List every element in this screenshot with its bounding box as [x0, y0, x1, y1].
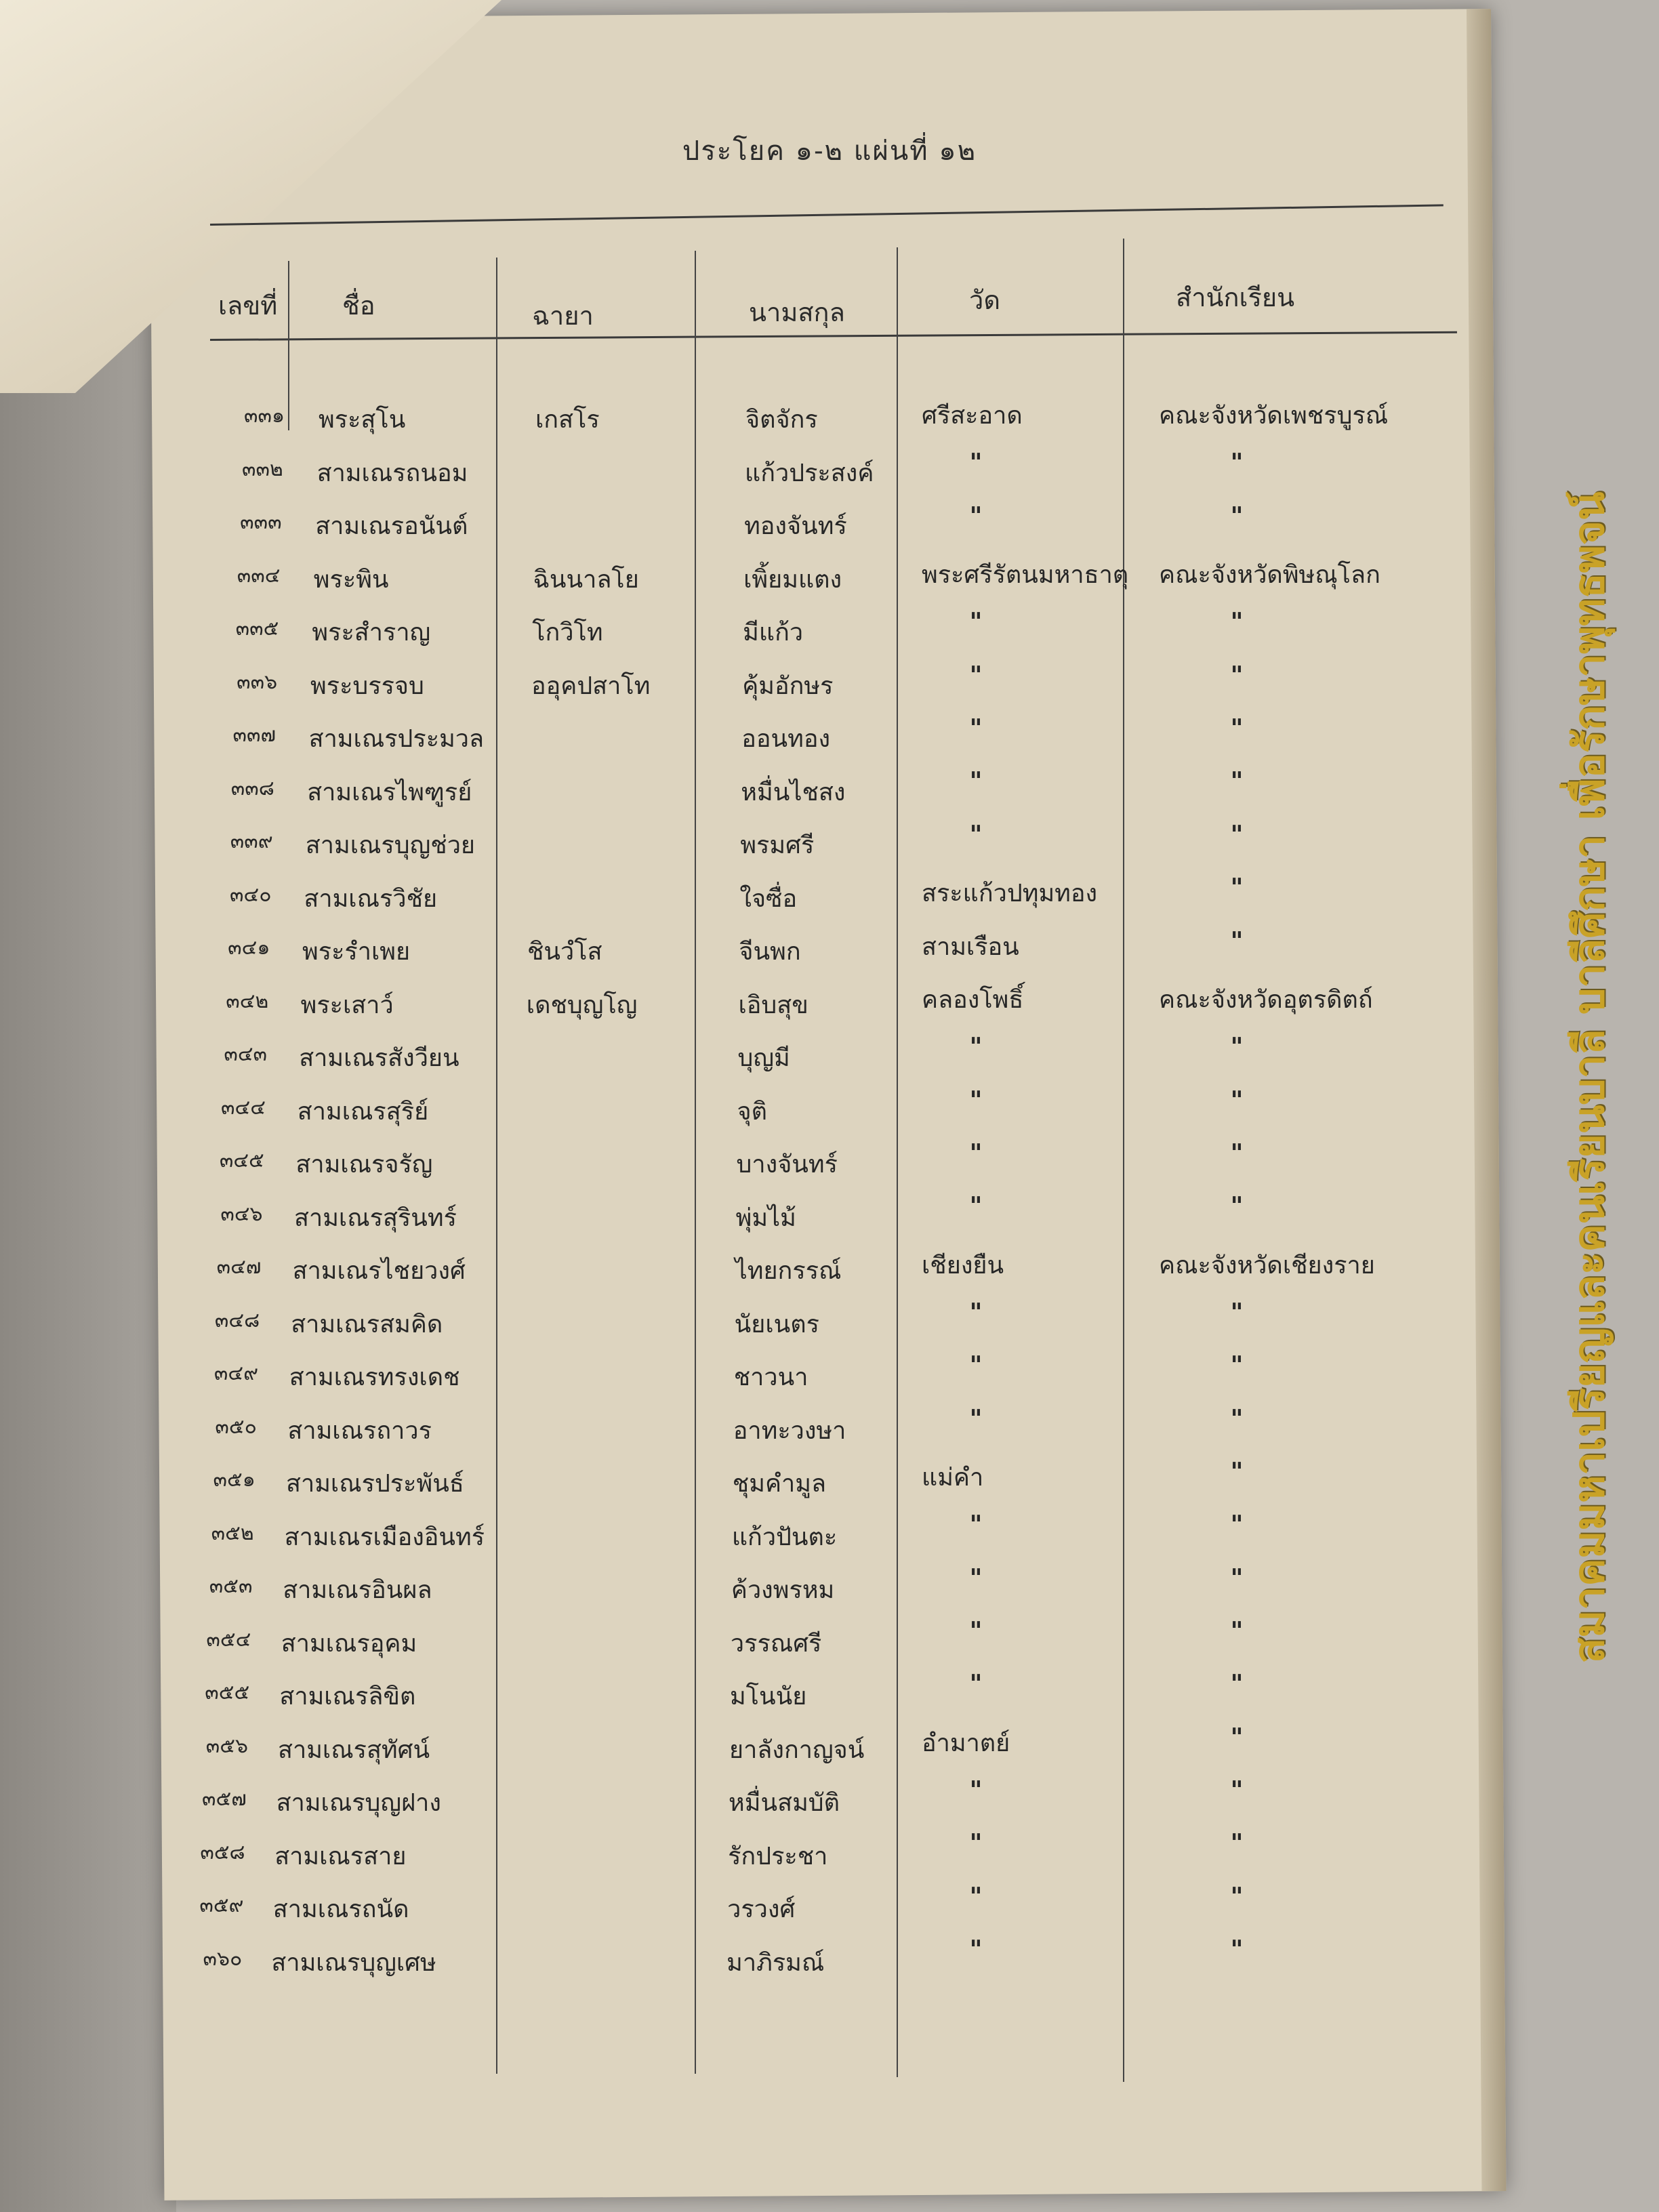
- row-monastic-name: ฉินนาลโย: [533, 565, 639, 594]
- header-school: สำนักเรียน: [1176, 283, 1295, 312]
- row-school: ": [1230, 1139, 1244, 1168]
- row-surname: แก้วปันตะ: [731, 1523, 838, 1551]
- header-name: ชื่อ: [342, 291, 375, 321]
- row-school: ": [1230, 1882, 1244, 1911]
- row-school: ": [1230, 1776, 1244, 1805]
- row-name: สามเณรลิขิต: [279, 1683, 416, 1711]
- row-number: ๓๓๙: [230, 830, 273, 853]
- row-temple: ": [969, 449, 983, 478]
- row-temple: คลองโพธิ์: [922, 985, 1024, 1014]
- row-name: สามเณรบุญเศษ: [271, 1948, 436, 1977]
- row-school: ": [1230, 874, 1244, 903]
- row-number: ๓๓๑: [243, 404, 285, 428]
- row-name: พระเสาว์: [300, 991, 394, 1019]
- row-name: สามเณรอุคม: [281, 1629, 417, 1658]
- row-surname: จิตจักร: [745, 406, 818, 434]
- row-school: ": [1230, 501, 1244, 531]
- header-surname: นามสกุล: [749, 298, 845, 327]
- row-temple: ": [969, 1086, 983, 1115]
- row-number: ๓๕๕: [205, 1681, 250, 1704]
- row-temple: ": [969, 714, 983, 743]
- row-name: สามเณรประมวล: [308, 725, 485, 753]
- row-surname: ออนทอง: [741, 725, 831, 753]
- row-name: สามเณรเมืองอินทร์: [284, 1523, 485, 1551]
- row-number: ๓๕๖: [205, 1734, 248, 1758]
- row-number: ๓๕๔: [206, 1627, 251, 1652]
- row-number: ๓๓๓: [240, 510, 282, 534]
- row-temple: ": [969, 608, 983, 637]
- row-temple: อำมาตย์: [922, 1729, 1010, 1757]
- row-temple: ": [969, 1404, 983, 1433]
- row-surname: ไทยกรรณ์: [735, 1257, 842, 1285]
- row-name: สามเณรถาวร: [287, 1416, 432, 1445]
- row-temple: ": [969, 1511, 983, 1540]
- row-number: ๓๔๑: [228, 936, 270, 960]
- row-school: ": [1230, 1723, 1244, 1752]
- row-school: ": [1230, 1404, 1244, 1433]
- row-temple: ": [969, 1192, 983, 1221]
- row-name: สามเณรอินผล: [283, 1576, 432, 1604]
- row-surname: ทองจันทร์: [744, 512, 847, 540]
- row-temple: ศรีสะอาด: [922, 402, 1023, 430]
- row-temple: ": [969, 1829, 983, 1858]
- row-surname: จุติ: [737, 1097, 767, 1126]
- row-monastic-name: เกสโร: [535, 406, 600, 434]
- row-name: สามเณรสุทัศน์: [278, 1736, 430, 1764]
- row-monastic-name: โกวิโท: [532, 619, 603, 647]
- row-temple: ": [969, 1670, 983, 1699]
- page-title: ประโยค ๑-๒ แผ่นที่ ๑๒: [682, 136, 977, 167]
- row-name: สามเณรไพฑูรย์: [307, 778, 472, 806]
- row-surname: มโนนัย: [729, 1683, 807, 1711]
- header-temple: วัด: [969, 285, 1001, 315]
- row-temple: เชียงยืน: [922, 1251, 1004, 1279]
- row-school: ": [1230, 820, 1244, 849]
- row-temple: ": [969, 1298, 983, 1327]
- row-number: ๓๓๘: [230, 776, 274, 800]
- sheet-edge: [1467, 9, 1506, 2191]
- row-number: ๓๕๙: [199, 1893, 244, 1917]
- row-number: ๓๔๘: [214, 1308, 260, 1332]
- row-name: สามเณรบุญช่วย: [305, 832, 476, 859]
- watermark: [1552, 447, 1626, 1708]
- row-number: ๓๕๒: [211, 1521, 254, 1545]
- row-monastic-name: เดชบุญโญ: [526, 991, 638, 1019]
- row-number: ๓๔๖: [220, 1202, 263, 1226]
- row-school: ": [1230, 1670, 1244, 1699]
- row-number: ๓๕๓: [209, 1574, 253, 1598]
- row-surname: ค้วงพรหม: [731, 1576, 835, 1604]
- row-surname: พุ่มไม้: [735, 1204, 796, 1232]
- row-surname: มาภิรมณ์: [726, 1948, 825, 1977]
- row-name: พระสำราญ: [312, 619, 431, 647]
- row-number: ๓๔๗: [216, 1255, 262, 1279]
- row-temple: ": [969, 1139, 983, 1168]
- row-school: ": [1230, 1458, 1244, 1486]
- row-number: ๓๔๐: [230, 882, 272, 907]
- row-name: สามเณรทรงเดช: [289, 1364, 460, 1391]
- row-surname: บางจันทร์: [736, 1151, 838, 1179]
- row-name: สามเณรสาย: [274, 1842, 407, 1870]
- row-surname: แก้วประสงค์: [745, 459, 874, 487]
- row-surname: คุ้มอักษร: [742, 672, 834, 700]
- row-surname: หมื่นไชสง: [741, 778, 846, 806]
- row-surname: ใจซื่อ: [739, 884, 798, 913]
- row-number: ๓๕๘: [200, 1840, 245, 1864]
- row-name: สามเณรประพันธ์: [286, 1470, 464, 1498]
- row-name: สามเณรอนันต์: [315, 512, 468, 540]
- row-school: ": [1230, 1298, 1244, 1327]
- header-number: เลขที่: [218, 291, 278, 321]
- row-temple: ": [969, 767, 983, 796]
- row-school: ": [1230, 767, 1244, 796]
- row-temple: ": [969, 661, 983, 690]
- column-divider-4: [897, 247, 898, 2077]
- row-surname: เอิบสุข: [738, 991, 808, 1019]
- row-number: ๓๓๒: [242, 457, 283, 481]
- row-name: พระรำเพย: [302, 938, 411, 966]
- row-temple: ": [969, 1563, 983, 1593]
- row-number: ๓๔๕: [219, 1149, 264, 1172]
- row-number: ๓๕๗: [202, 1787, 247, 1811]
- row-surname: ชุมคำมูล: [732, 1470, 827, 1498]
- row-surname: พรมศรี: [740, 832, 815, 859]
- row-name: พระสุโน: [319, 406, 406, 434]
- row-number: ๓๓๖: [237, 670, 278, 694]
- row-temple: ": [969, 1936, 983, 1965]
- row-number: ๓๖๐: [203, 1946, 243, 1971]
- row-surname: บุญมี: [737, 1044, 790, 1072]
- row-name: สามเณรถนัด: [272, 1896, 409, 1923]
- row-surname: ยาลังกาญจน์: [729, 1736, 865, 1764]
- row-school: คณะจังหวัดพิษณุโลก: [1159, 561, 1380, 590]
- row-temple: ": [969, 1776, 983, 1805]
- row-school: คณะจังหวัดเชียงราย: [1159, 1251, 1375, 1279]
- row-monastic-name: ชินวํโส: [527, 938, 602, 966]
- row-name: สามเณรจรัญ: [295, 1151, 433, 1179]
- row-name: สามเณรบุญฝาง: [276, 1789, 441, 1817]
- row-temple: สามเรือน: [922, 933, 1019, 961]
- row-temple: ": [969, 1033, 983, 1062]
- row-school: ": [1230, 1511, 1244, 1540]
- row-surname: วรวงศ์: [727, 1896, 796, 1923]
- row-temple: ": [969, 1882, 983, 1911]
- row-school: ": [1230, 714, 1244, 743]
- row-name: สามเณรสมคิด: [291, 1310, 443, 1338]
- row-surname: รักประชา: [728, 1842, 828, 1870]
- column-divider-1: [288, 261, 289, 430]
- row-surname: นัยเนตร: [734, 1310, 820, 1338]
- row-school: ": [1230, 1086, 1244, 1115]
- row-name: สามเณรไชยวงศ์: [292, 1257, 466, 1285]
- row-number: ๓๔๒: [226, 989, 269, 1013]
- row-name: สามเณรสุริย์: [297, 1097, 429, 1126]
- row-school: ": [1230, 1829, 1244, 1858]
- header-monastic-name: ฉายา: [532, 301, 594, 331]
- row-school: ": [1230, 1192, 1244, 1221]
- column-divider-3: [695, 251, 696, 2074]
- row-temple: ": [969, 501, 983, 531]
- row-name: สามเณรถนอม: [316, 459, 468, 487]
- row-name: พระบรรจบ: [310, 672, 424, 700]
- row-name: สามเณรสุรินทร์: [294, 1204, 457, 1232]
- row-number: ๓๔๔: [220, 1095, 266, 1120]
- row-school: ": [1230, 661, 1244, 690]
- row-school: คณะจังหวัดเพชรบูรณ์: [1159, 402, 1389, 430]
- row-name: พระพิน: [313, 565, 389, 594]
- row-surname: จีนพก: [739, 938, 801, 966]
- row-temple: สระแก้วปทุมทอง: [922, 880, 1098, 908]
- row-number: ๓๓๗: [232, 723, 276, 747]
- row-number: ๓๔๙: [213, 1361, 259, 1385]
- row-school: ": [1230, 926, 1244, 956]
- row-school: ": [1230, 1351, 1244, 1380]
- row-temple: ": [969, 820, 983, 849]
- row-number: ๓๔๓: [224, 1042, 268, 1066]
- row-number: ๓๕๐: [215, 1414, 257, 1439]
- row-school: ": [1230, 1936, 1244, 1965]
- row-school: ": [1230, 449, 1244, 478]
- row-temple: ": [969, 1617, 983, 1646]
- row-monastic-name: ออุคปสาโท: [531, 672, 651, 700]
- row-number: ๓๓๔: [237, 563, 281, 588]
- row-temple: พระศรีรัตนมหาธาตุ: [922, 561, 1129, 590]
- row-surname: มีแก้ว: [743, 619, 804, 647]
- row-surname: อาทะวงษา: [733, 1416, 846, 1445]
- row-surname: ชาวนา: [733, 1364, 808, 1391]
- column-divider-2: [496, 258, 497, 2074]
- row-school: ": [1230, 1033, 1244, 1062]
- row-surname: เพิ้ยมแตง: [743, 565, 842, 594]
- row-school: คณะจังหวัดอุตรดิตถ์: [1159, 985, 1373, 1014]
- row-name: สามเณรวิชัย: [304, 884, 438, 913]
- column-divider-5: [1123, 239, 1124, 2082]
- row-school: ": [1230, 1617, 1244, 1646]
- row-temple: แม่คำ: [922, 1464, 984, 1492]
- row-school: ": [1230, 1563, 1244, 1593]
- row-surname: หมื่นสมบัติ: [729, 1789, 840, 1817]
- row-school: ": [1230, 608, 1244, 637]
- row-surname: วรรณศรี: [730, 1629, 822, 1658]
- row-number: ๓๕๑: [213, 1468, 255, 1492]
- row-name: สามเณรสังวียน: [299, 1044, 459, 1072]
- watermark-text: สมาคมมหาเปรียญและคนเรียนบาลี บาลีศึกษา เพื่อรักษาพุทธพจน์: [1564, 491, 1614, 1664]
- row-temple: ": [969, 1351, 983, 1380]
- row-number: ๓๓๕: [235, 617, 279, 640]
